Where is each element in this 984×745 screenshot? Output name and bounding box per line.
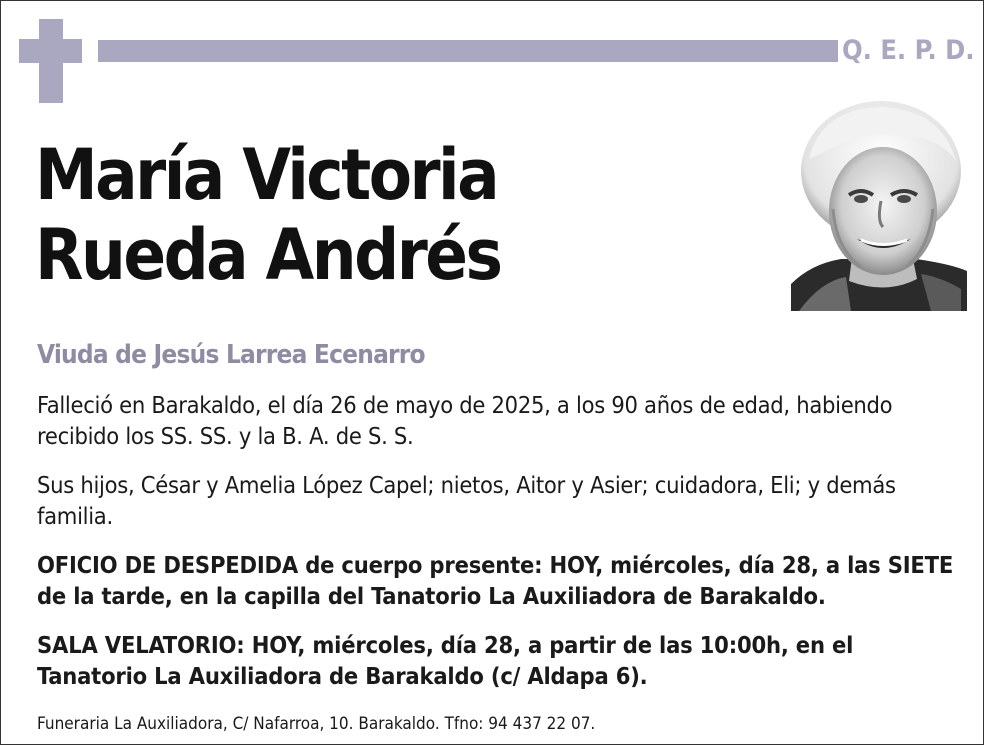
family-paragraph: Sus hijos, César y Amelia López Capel; nietos, Aitor y Asier; cuidadora, Eli; y demás familia. bbox=[37, 471, 896, 530]
death-notice-paragraph: Falleció en Barakaldo, el día 26 de mayo de 2025, a los 90 años de edad, habiendo recibido los SS. SS. y la B. A. de S. S. bbox=[37, 391, 893, 450]
farewell-service-paragraph: OFICIO DE DESPEDIDA de cuerpo presente: HOY, miércoles, día 28, a las SIETE de la tarde, en la capilla del Tanatorio La Auxiliadora de Barakaldo. bbox=[37, 551, 954, 610]
name-line-2: Rueda Andrés bbox=[35, 214, 501, 296]
header-rule bbox=[98, 40, 838, 62]
name-line-1: María Victoria bbox=[35, 134, 498, 216]
wake-room-paragraph: SALA VELATORIO: HOY, miércoles, día 28, a partir de las 10:00h, en el Tanatorio La Auxiliadora de Barakaldo (c/ Aldapa 6). bbox=[37, 631, 854, 690]
deceased-name bbox=[35, 135, 501, 295]
portrait-photo bbox=[791, 99, 967, 311]
widow-of-line: Viuda de Jesús Larrea Ecenarro bbox=[37, 340, 425, 370]
qepd-label: Q. E. P. D. bbox=[842, 35, 975, 66]
funeral-home-footer: Funeraria La Auxiliadora, C/ Nafarroa, 10. Barakaldo. Tfno: 94 437 22 07. bbox=[37, 714, 596, 734]
